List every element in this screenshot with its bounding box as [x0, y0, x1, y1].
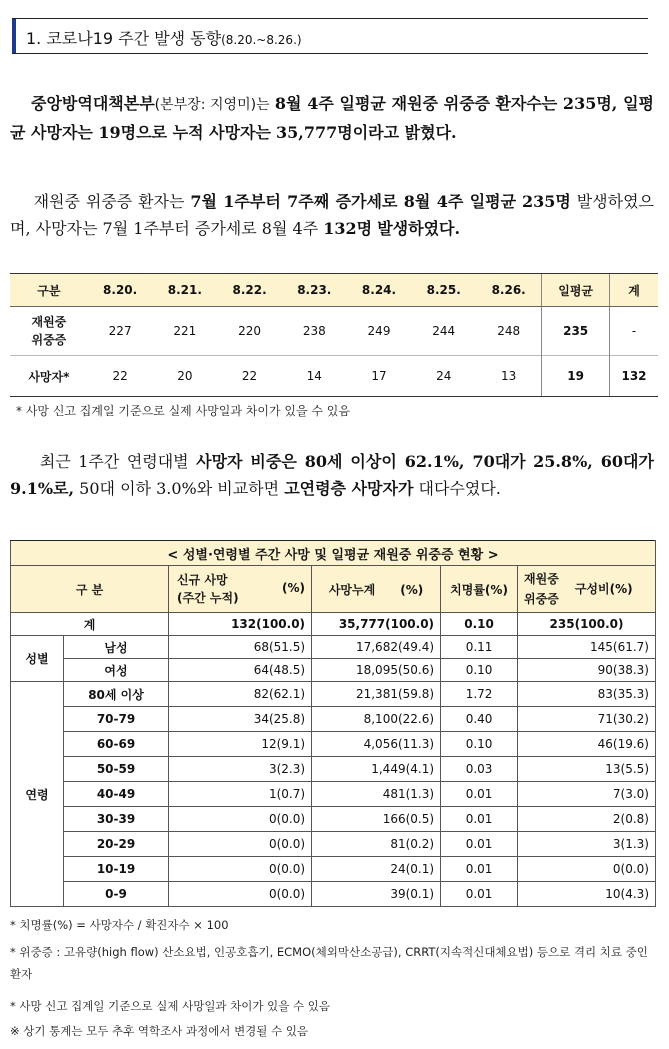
cell: 24(0.1): [312, 857, 441, 882]
cell: 221: [173, 324, 197, 338]
th-total: 계: [610, 274, 658, 307]
table-row: [11, 682, 656, 707]
th-label: 구분: [10, 274, 88, 307]
section-title-box: [12, 18, 648, 54]
row-label: 계: [11, 613, 169, 636]
th-group: 구 분: [11, 566, 169, 613]
paragraph-1: [10, 90, 654, 146]
p2-text-2: 7월 1주부터 7주째 증가세로 8월 4주 일평균: [190, 192, 517, 211]
cell-total: -: [610, 307, 658, 356]
cell: 1(0.7): [169, 782, 312, 807]
th-cum: [312, 566, 441, 613]
cell: 220: [238, 324, 262, 338]
p3-text-2: 사망자 비중은 80세 이상이 62.1%, 70대가: [196, 452, 526, 471]
p2-text-4: 발생하였으며, 사망자는 7월 1주부터 증가세로 8월 4주: [10, 192, 654, 238]
th-sev-label: 재원중 위중증: [524, 572, 559, 606]
th-date: 8.25.: [411, 274, 476, 307]
p3-text-3: 25.8%, 60대가 9.1%로,: [10, 452, 654, 498]
p2-text-3: 235명: [521, 192, 571, 211]
row-label: 20-29: [64, 832, 169, 857]
age-rows: [11, 682, 656, 907]
footnote-3: * 사망 신고 집계일 기준으로 실제 사망일과 차이가 있을 수 있음: [10, 999, 331, 1013]
cell: 8,100(22.6): [312, 707, 441, 732]
th-date: 8.26.: [476, 274, 542, 307]
cell: 83(35.3): [518, 682, 656, 707]
row-label: 10-19: [64, 857, 169, 882]
cell: 3(1.3): [518, 832, 656, 857]
cell: 17,682(49.4): [312, 636, 441, 659]
cell: 13(5.5): [518, 757, 656, 782]
table-row: [11, 782, 656, 807]
cell: 90(38.3): [518, 659, 656, 682]
th-cum-pct: (%): [400, 582, 424, 597]
footnote-2: * 위중증 : 고유량(high flow) 산소요법, 인공호흡기, ECMO(체외막산소공급), CRRT(지속적신대체요법) 등으로 격리 치료 중인 환자: [10, 945, 648, 981]
cell: 20: [152, 356, 217, 397]
table-row: [11, 882, 656, 907]
cell: 0.01: [441, 807, 518, 832]
cell: 10(4.3): [518, 882, 656, 907]
table-row: [11, 636, 656, 659]
group-label-age: 연령: [11, 682, 64, 907]
p1-text-2: 환자수는 235명, 일평균 사망자는 19명으로 누적 사망자는: [10, 94, 655, 142]
cell: 166(0.5): [312, 807, 441, 832]
footnote-4: ※ 상기 통계는 모두 추후 역학조사 과정에서 변경될 수 있음: [10, 1024, 309, 1038]
table-row: [10, 356, 658, 397]
th-avg: 일평균: [542, 274, 610, 307]
cell: 132(100.0): [169, 613, 312, 636]
p3-text-1: 최근 1주간 연령대별: [39, 452, 189, 471]
cell: 18,095(50.6): [312, 659, 441, 682]
group-label-sex: 성별: [11, 636, 64, 682]
cell: 17: [347, 356, 412, 397]
cell: 0.01: [441, 857, 518, 882]
paragraph-2: [10, 188, 654, 242]
title-accent-bar: [12, 19, 16, 53]
cell: 235(100.0): [518, 613, 656, 636]
th-sev-pct: 구성비(%): [574, 582, 633, 596]
cell: 0.10: [441, 732, 518, 757]
th-date: 8.22.: [217, 274, 282, 307]
cell: 145(61.7): [518, 636, 656, 659]
table-header: [11, 566, 656, 613]
cell: 82(62.1): [169, 682, 312, 707]
row-label: 남성: [64, 636, 169, 659]
cell: 14: [282, 356, 347, 397]
row-label-deaths: 사망자*: [10, 356, 88, 397]
paragraph-3: [10, 448, 654, 502]
cell: 22: [217, 356, 282, 397]
p2-text-6: 발생하였다.: [377, 219, 461, 238]
th-severe: [518, 566, 656, 613]
cell: 0.40: [441, 707, 518, 732]
row-label: 40-49: [64, 782, 169, 807]
row-label: 50-59: [64, 757, 169, 782]
daily-table: [10, 273, 658, 397]
cell: 227: [108, 324, 132, 338]
cell: 39(0.1): [312, 882, 441, 907]
table-caption: < 성별·연령별 주간 사망 및 일평균 재원중 위중증 현황 >: [11, 541, 656, 566]
cell: 22: [88, 356, 153, 397]
cell: 0(0.0): [169, 882, 312, 907]
th-new-pct: (%): [282, 581, 306, 595]
cell: 12(9.1): [169, 732, 312, 757]
p1-text-1: 8월 4주 일평균 재원중 위중증: [274, 94, 491, 113]
cell: 13: [476, 356, 542, 397]
p1-text-3: 35,777명이라고 밝혔다.: [276, 123, 457, 142]
cell: 0.01: [441, 882, 518, 907]
cell: 1,449(4.1): [312, 757, 441, 782]
th-fatal: 치명률(%): [441, 566, 518, 613]
table-row: [11, 732, 656, 757]
cell: 0(0.0): [169, 857, 312, 882]
cell: 68(51.5): [169, 636, 312, 659]
p3-text-6: 대다수였다.: [418, 479, 501, 498]
cell: 81(0.2): [312, 832, 441, 857]
table-row: [11, 707, 656, 732]
cell: 0.03: [441, 757, 518, 782]
table-row: [11, 832, 656, 857]
table-row: [11, 757, 656, 782]
cell: 35,777(100.0): [312, 613, 441, 636]
cell: 0.01: [441, 832, 518, 857]
row-label: 30-39: [64, 807, 169, 832]
row-label: 80세 이상: [64, 682, 169, 707]
row-label: 여성: [64, 659, 169, 682]
cell: 7(3.0): [518, 782, 656, 807]
cell: 0(0.0): [169, 807, 312, 832]
p2-text-5: 132명: [323, 219, 373, 238]
th-date: 8.20.: [88, 274, 153, 307]
table-row-total: [11, 613, 656, 636]
cell: 0.10: [441, 613, 518, 636]
row-label-severe: 재원중 위중증: [31, 315, 67, 347]
table-row: [11, 857, 656, 882]
org-head: (본부장: 지영미)는: [154, 97, 270, 113]
cell: 2(0.8): [518, 807, 656, 832]
cell: 64(48.5): [169, 659, 312, 682]
row-label: 70-79: [64, 707, 169, 732]
cell: 481(1.3): [312, 782, 441, 807]
table-row: [10, 307, 658, 356]
th-new: [169, 566, 312, 613]
th-cum-label: 사망누계: [328, 582, 376, 597]
cell: 4,056(11.3): [312, 732, 441, 757]
section-title: 1. 코로나19 주간 발생 동향(8.20.~8.26.): [26, 29, 302, 48]
cell: 244: [432, 324, 456, 338]
p3-text-4: 50대 이하 3.0%와 비교하면: [79, 479, 280, 498]
cell-total: 132: [610, 356, 658, 397]
cell: 0(0.0): [518, 857, 656, 882]
cell: 34(25.8): [169, 707, 312, 732]
age-sex-table: [10, 540, 656, 907]
table-row: [11, 659, 656, 682]
cell: 238: [302, 324, 326, 338]
table-row: [11, 807, 656, 832]
cell: 248: [497, 324, 521, 338]
cell: 3(2.3): [169, 757, 312, 782]
th-date: 8.21.: [152, 274, 217, 307]
cell: 0.10: [441, 659, 518, 682]
cell-avg: 235: [542, 307, 610, 356]
cell: 21,381(59.8): [312, 682, 441, 707]
row-label: 60-69: [64, 732, 169, 757]
cell: 0.01: [441, 782, 518, 807]
cell: 249: [367, 324, 391, 338]
cell: 24: [411, 356, 476, 397]
footnote-1: * 치명률(%) = 사망자수 / 확진자수 × 100: [10, 918, 229, 932]
cell-avg: 19: [542, 356, 610, 397]
cell: 0.11: [441, 636, 518, 659]
p3-text-5: 고연령층 사망자가: [284, 479, 414, 498]
th-new-label: 신규 사망 (주간 누적): [177, 573, 239, 605]
daily-table-header: [10, 274, 658, 307]
th-date: 8.23.: [282, 274, 347, 307]
title-date-range: (8.20.~8.26.): [221, 33, 302, 47]
cell: 0(0.0): [169, 832, 312, 857]
table-caption-row: [11, 541, 656, 566]
th-date: 8.24.: [347, 274, 412, 307]
cell: 71(30.2): [518, 707, 656, 732]
org-name: 중앙방역대책본부: [31, 94, 155, 113]
p2-text-1: 재원중 위중증 환자는: [33, 192, 185, 211]
row-label: 0-9: [64, 882, 169, 907]
cell: 46(19.6): [518, 732, 656, 757]
cell: 1.72: [441, 682, 518, 707]
table1-note: * 사망 신고 집계일 기준으로 실제 사망일과 차이가 있을 수 있음: [16, 404, 350, 418]
